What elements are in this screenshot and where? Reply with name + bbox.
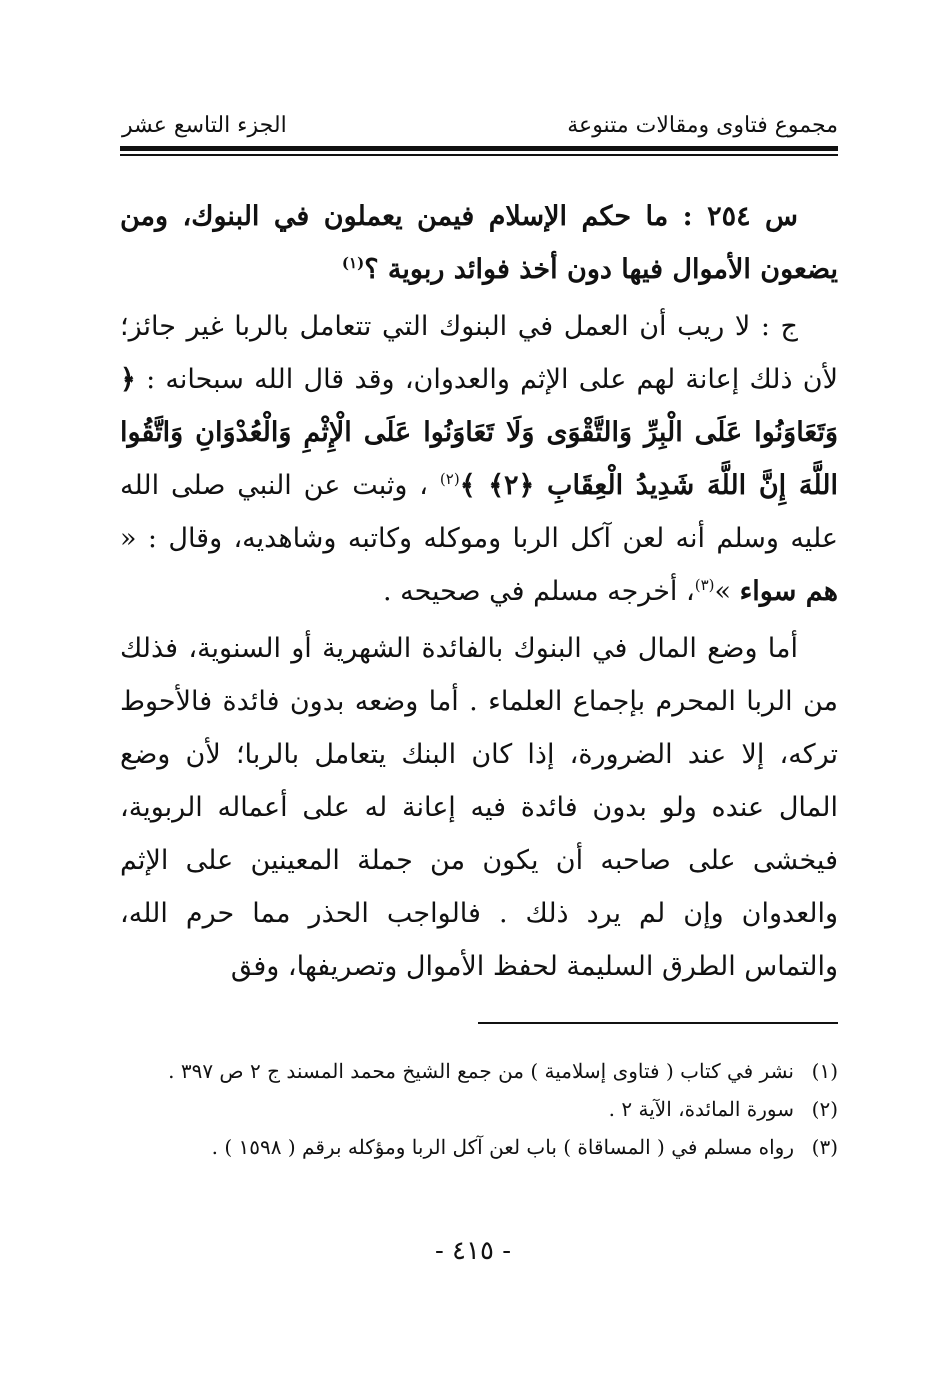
- header-rule-thin: [120, 154, 838, 156]
- footnote-text: رواه مسلم في ( المساقاة ) باب لعن آكل الربا ومؤكله برقم ( ١٥٩٨ ) .: [211, 1135, 794, 1159]
- quran-verse: ﴿ وَتَعَاوَنُوا عَلَى الْبِرِّ وَالتَّقْوَى وَلَا تَعَاوَنُوا عَلَى الْإِثْمِ وَالْعُدْوَانِ وَاتَّقُوا اللَّهَ إِنَّ اللَّهَ شَدِيدُ الْعِقَابِ ﴿٢﴾ ﴾: [120, 364, 838, 501]
- footnote-1: [120, 1052, 838, 1090]
- footnote-3: [120, 1128, 838, 1166]
- footnote-number: (٢): [811, 1097, 838, 1121]
- hadith-quote: هم سواء: [739, 576, 838, 607]
- footnote-ref-1: (١): [341, 254, 365, 272]
- footnote-text: سورة المائدة، الآية ٢ .: [608, 1097, 794, 1121]
- answer-paragraph: [120, 300, 838, 618]
- main-text: [120, 190, 838, 993]
- header-rule-thick: [120, 146, 838, 151]
- page-number: - ٤١٥ -: [434, 1236, 512, 1266]
- volume-label: الجزء التاسع عشر: [122, 113, 287, 138]
- quote-close: »: [714, 576, 732, 607]
- answer-end: ، أخرجه مسلم في صحيحه .: [382, 576, 695, 607]
- answer-hadith-intro: ، وثبت عن النبي صلى الله عليه وسلم أنه لعن آكل الربا وموكله وكاتبه وشاهديه، وقال : «: [120, 470, 838, 554]
- footnotes: [120, 1052, 838, 1166]
- footnote-2: [120, 1090, 838, 1128]
- footnote-number: (٣): [811, 1135, 838, 1159]
- footnote-text: نشر في كتاب ( فتاوى إسلامية ) من جمع الشيخ محمد المسند ج ٢ ص ٣٩٧ .: [168, 1059, 794, 1083]
- answer-intro: ج : لا ريب أن العمل في البنوك التي تتعامل بالربا غير جائز؛ لأن ذلك إعانة لهم على الإثم والعدوان، وقد قال الله سبحانه :: [120, 311, 838, 395]
- footnote-separator: [478, 1022, 838, 1024]
- running-header: [122, 98, 838, 138]
- question-paragraph: [120, 190, 838, 296]
- question-text: س ٢٥٤ : ما حكم الإسلام فيمن يعملون في البنوك، ومن يضعون الأموال فيها دون أخذ فوائد ربوية ؟: [120, 201, 838, 285]
- footnote-ref-3: (٣): [694, 576, 715, 594]
- footnote-ref-2: (٢): [439, 470, 460, 488]
- book-title: مجموع فتاوى ومقالات متنوعة: [567, 113, 838, 138]
- footnote-number: (١): [811, 1059, 838, 1083]
- deposit-paragraph: أما وضع المال في البنوك بالفائدة الشهرية أو السنوية، فذلك من الربا المحرم بإجماع العلماء . أما وضعه بدون فائدة فالأحوط تركه، إلا عند الضرورة، إذا كان البنك يتعامل بالربا؛ لأن وضع المال عنده ولو بدون فائدة فيه إعانة له على أعماله الربوية، فيخشى على صاحبه أن يكون من جملة المعينين على الإثم والعدوان وإن لم يرد ذلك . فالواجب الحذر مما حرم الله، والتماس الطرق السليمة لحفظ الأموال وتصريفها، وفق: [120, 633, 838, 982]
